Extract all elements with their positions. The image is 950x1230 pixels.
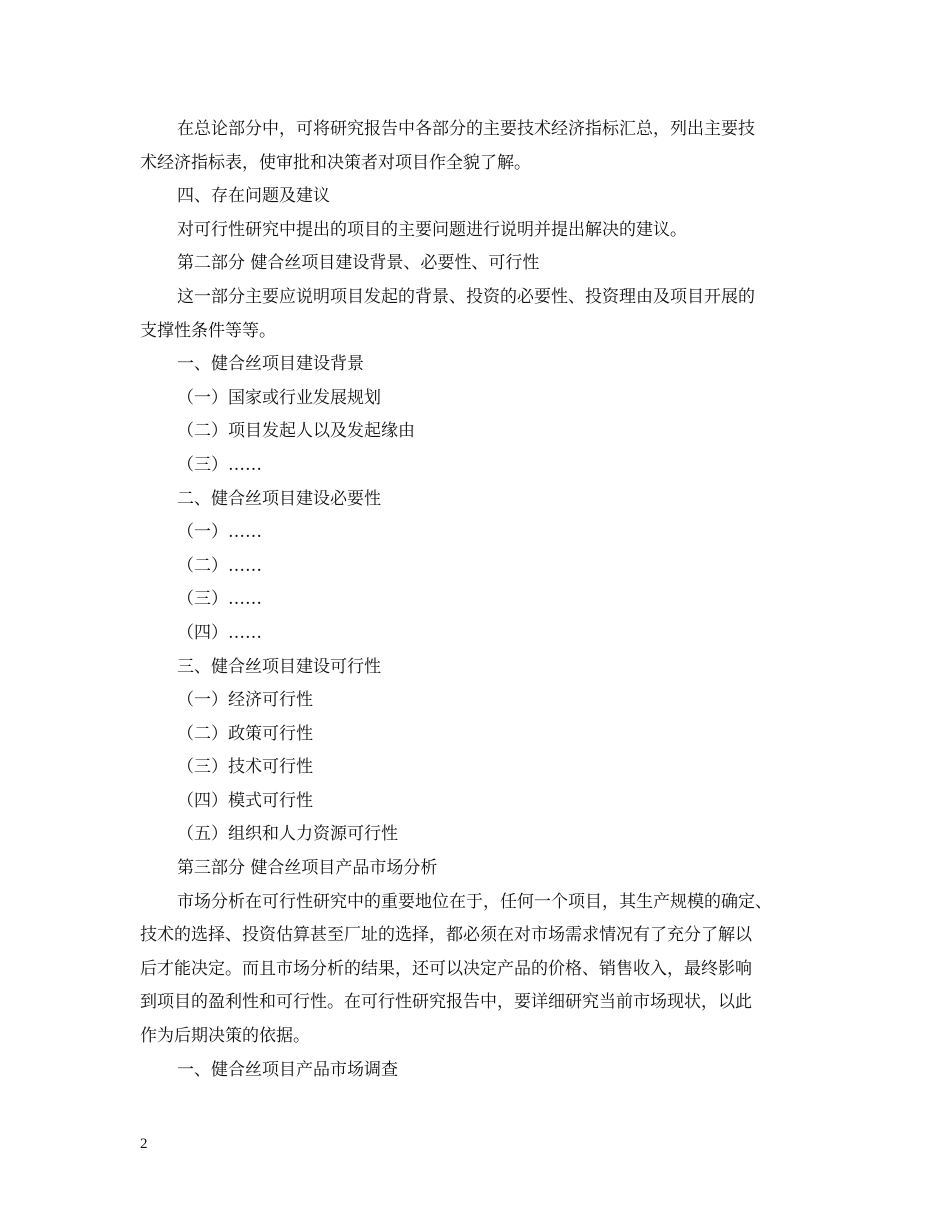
text-line: 三、健合丝项目建设可行性 — [177, 656, 381, 677]
text-line: （一）国家或行业发展规划 — [177, 387, 381, 408]
text-line: 对可行性研究中提出的项目的主要问题进行说明并提出解决的建议。 — [177, 219, 687, 240]
text-line: （三）…… — [177, 589, 262, 610]
text-line: 四、存在问题及建议 — [177, 186, 330, 207]
text-line: 二、健合丝项目建设必要性 — [177, 488, 381, 509]
text-line: （一）…… — [177, 522, 262, 543]
text-line: 后才能决定。而且市场分析的结果，还可以决定产品的价格、销售收入，最终影响 — [140, 958, 752, 979]
text-line: 市场分析在可行性研究中的重要地位在于，任何一个项目，其生产规模的确定、 — [177, 891, 772, 912]
text-line: （三）技术可行性 — [177, 757, 313, 778]
text-line: 在总论部分中，可将研究报告中各部分的主要技术经济指标汇总，列出主要技 — [177, 119, 755, 139]
text-line: （四）模式可行性 — [177, 790, 313, 811]
text-line: 作为后期决策的依据。 — [140, 1026, 310, 1047]
text-line: 第三部分 健合丝项目产品市场分析 — [177, 858, 438, 879]
text-line: （三）…… — [177, 454, 262, 475]
text-line: （二）项目发起人以及发起缘由 — [177, 421, 415, 442]
text-line: 技术的选择、投资估算甚至厂址的选择，都必须在对市场需求情况有了充分了解以 — [140, 925, 752, 946]
text-line: 这一部分主要应说明项目发起的背景、投资的必要性、投资理由及项目开展的 — [177, 286, 755, 307]
document-body — [140, 113, 830, 1087]
text-line: 术经济指标表，使审批和决策者对项目作全貌了解。 — [140, 152, 531, 173]
text-line: 支撑性条件等等。 — [140, 320, 276, 341]
text-line: 到项目的盈利性和可行性。在可行性研究报告中，要详细研究当前市场现状，以此 — [140, 992, 752, 1013]
text-line: 一、健合丝项目产品市场调查 — [177, 1059, 398, 1080]
text-line: 一、健合丝项目建设背景 — [177, 354, 364, 375]
text-line: （四）…… — [177, 622, 262, 643]
text-line: （二）政策可行性 — [177, 723, 313, 744]
page-number: 2 — [140, 1136, 148, 1152]
text-line: 第二部分 健合丝项目建设背景、必要性、可行性 — [177, 253, 540, 274]
text-line: （五）组织和人力资源可行性 — [177, 824, 398, 845]
text-line: （一）经济可行性 — [177, 690, 313, 711]
text-line: （二）…… — [177, 555, 262, 576]
